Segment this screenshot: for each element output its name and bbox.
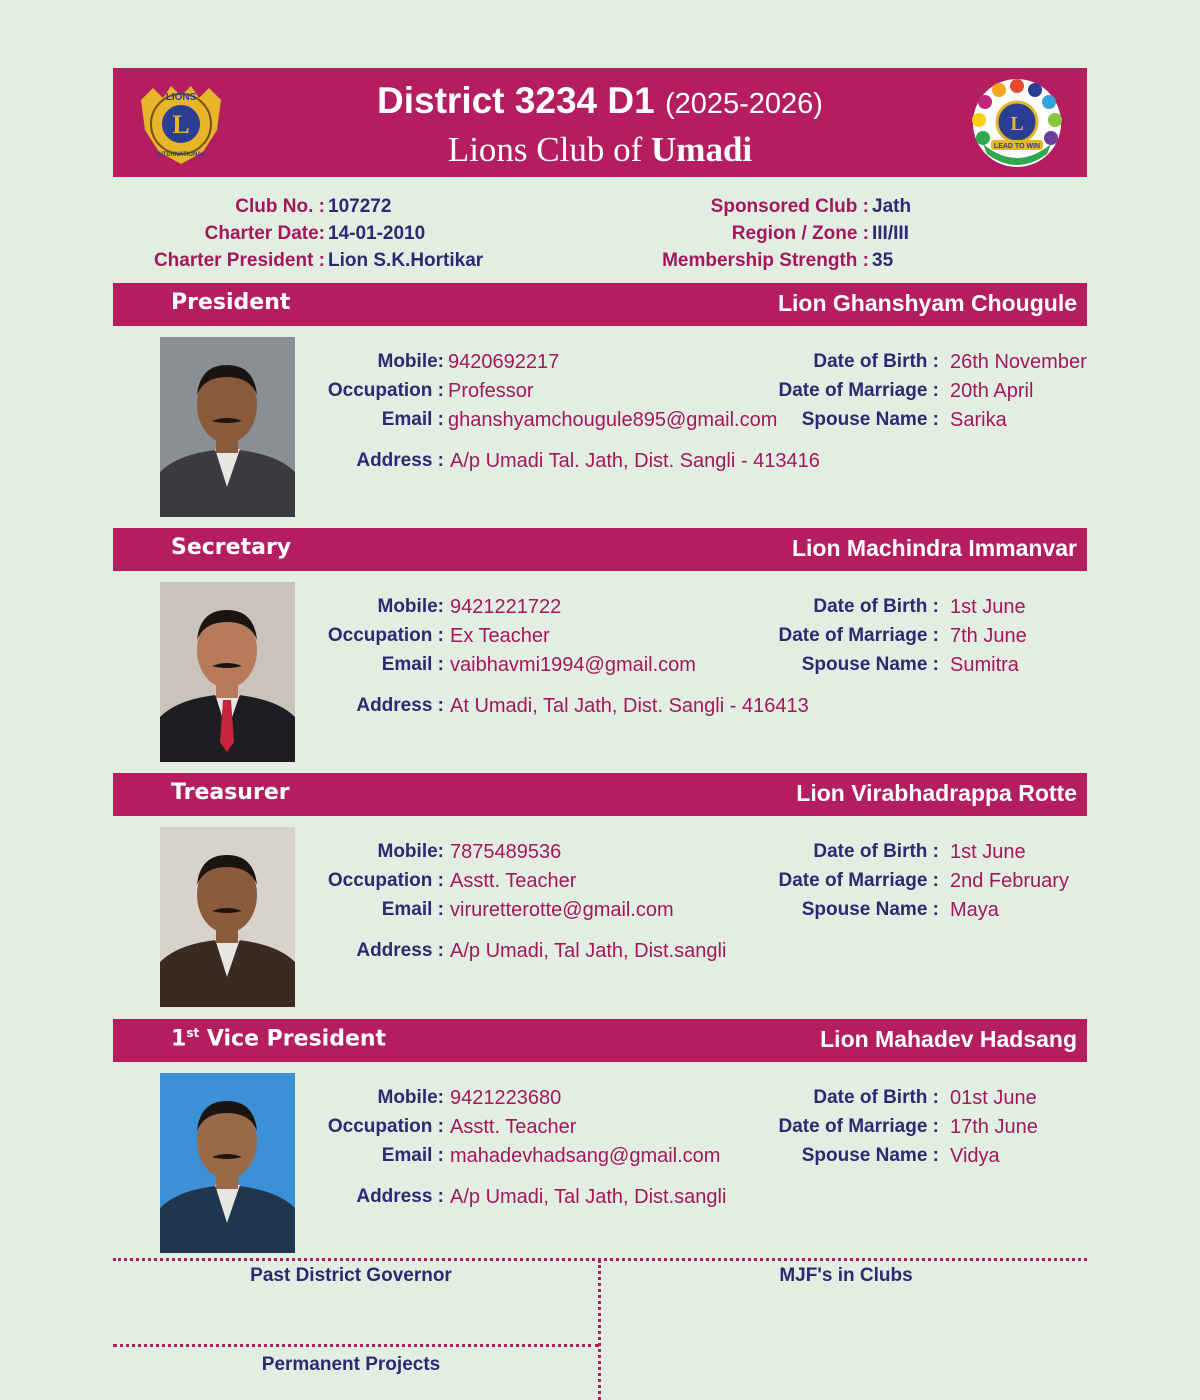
permanent-projects-heading: Permanent Projects xyxy=(261,1354,441,1375)
email-value: ghanshyamchougule895@gmail.com xyxy=(448,409,778,431)
svg-text:LEAD TO WIN: LEAD TO WIN xyxy=(993,143,1041,150)
district-years: (2025-2026) xyxy=(664,88,823,120)
mobile-label: Mobile: xyxy=(377,596,444,617)
footer-divider-vertical xyxy=(598,1260,601,1400)
officer-name: Lion Virabhadrappa Rotte xyxy=(796,780,1077,806)
officer-photo xyxy=(160,582,295,762)
dom-label: Date of Marriage : xyxy=(778,870,939,891)
club-name: Umadi xyxy=(651,130,753,169)
dom-value: 17th June xyxy=(950,1116,1038,1138)
occupation-label: Occupation : xyxy=(327,380,444,401)
mobile-value: 9421223680 xyxy=(450,1087,562,1109)
club-prefix: Lions Club of xyxy=(447,130,643,169)
officer-photo xyxy=(160,827,295,1007)
address-value: A/p Umadi, Tal Jath, Dist.sangli xyxy=(450,1186,727,1208)
email-label: Email : xyxy=(381,1145,444,1166)
email-value: vaibhavmi1994@gmail.com xyxy=(450,654,696,676)
dom-label: Date of Marriage : xyxy=(778,625,939,646)
region-zone-value: III/III xyxy=(872,223,909,244)
role-number: 1 xyxy=(171,1026,187,1052)
officer-role xyxy=(171,1026,386,1051)
club-info xyxy=(0,193,1200,277)
district-name: District 3234 D1 xyxy=(377,80,655,121)
officer-role: Treasurer xyxy=(171,780,290,805)
svg-text:INTERNATIONAL: INTERNATIONAL xyxy=(156,152,206,158)
charter-president-label: Charter President : xyxy=(153,250,325,271)
officer-band xyxy=(113,283,1087,326)
past-district-governor-heading: Past District Governor xyxy=(250,1265,452,1286)
role-title: Vice President xyxy=(206,1026,387,1052)
address-value: A/p Umadi, Tal Jath, Dist.sangli xyxy=(450,940,727,962)
officer-band xyxy=(113,528,1087,571)
region-zone-label: Region / Zone : xyxy=(731,223,869,244)
mobile-value: 7875489536 xyxy=(450,841,562,863)
svg-text:L: L xyxy=(172,110,190,139)
email-label: Email : xyxy=(381,654,444,675)
address-label: Address : xyxy=(356,450,444,471)
dob-label: Date of Birth : xyxy=(813,351,939,372)
dob-value: 01st June xyxy=(950,1087,1037,1109)
spouse-value: Sarika xyxy=(950,409,1007,431)
occupation-value: Asstt. Teacher xyxy=(450,870,577,892)
svg-text:LIONS: LIONS xyxy=(165,92,197,103)
dom-value: 20th April xyxy=(950,380,1034,402)
dob-label: Date of Birth : xyxy=(813,841,939,862)
mjf-in-clubs-heading: MJF's in Clubs xyxy=(779,1265,913,1286)
officer-name: Lion Machindra Immanvar xyxy=(791,535,1077,561)
occupation-label: Occupation : xyxy=(327,870,444,891)
sponsored-club-value: Jath xyxy=(872,196,912,217)
spouse-value: Maya xyxy=(950,899,999,921)
spouse-value: Sumitra xyxy=(950,654,1019,676)
mobile-label: Mobile: xyxy=(377,841,444,862)
occupation-value: Asstt. Teacher xyxy=(450,1116,577,1138)
spouse-label: Spouse Name : xyxy=(801,654,939,675)
spouse-label: Spouse Name : xyxy=(801,899,939,920)
district-title xyxy=(113,80,1087,122)
address-label: Address : xyxy=(356,1186,444,1207)
club-no-value: 107272 xyxy=(328,196,392,217)
address-label: Address : xyxy=(356,940,444,961)
dom-value: 2nd February xyxy=(950,870,1069,892)
officer-band xyxy=(113,773,1087,816)
spouse-value: Vidya xyxy=(950,1145,1000,1167)
officer-photo xyxy=(160,1073,295,1253)
address-value: At Umadi, Tal Jath, Dist. Sangli - 416413 xyxy=(450,695,809,717)
charter-date-value: 14-01-2010 xyxy=(328,223,426,244)
occupation-label: Occupation : xyxy=(327,625,444,646)
occupation-label: Occupation : xyxy=(327,1116,444,1137)
occupation-value: Ex Teacher xyxy=(450,625,550,647)
dob-value: 1st June xyxy=(950,841,1026,863)
email-value: mahadevhadsang@gmail.com xyxy=(450,1145,721,1167)
officer-band xyxy=(113,1019,1087,1062)
address-label: Address : xyxy=(356,695,444,716)
dob-label: Date of Birth : xyxy=(813,1087,939,1108)
officer-name: Lion Ghanshyam Chougule xyxy=(777,290,1077,316)
footer-divider-middle xyxy=(113,1344,599,1347)
email-value: viruretterotte@gmail.com xyxy=(450,899,674,921)
address-value: A/p Umadi Tal. Jath, Dist. Sangli - 413416 xyxy=(450,450,820,472)
lead-to-win-logo xyxy=(969,76,1065,170)
header-banner xyxy=(113,68,1087,177)
dom-label: Date of Marriage : xyxy=(778,380,939,401)
membership-label: Membership Strength : xyxy=(662,250,869,271)
email-label: Email : xyxy=(381,409,444,430)
mobile-label: Mobile: xyxy=(377,1087,444,1108)
dob-value: 26th November xyxy=(950,351,1087,373)
club-title xyxy=(113,130,1087,170)
officer-photo xyxy=(160,337,295,517)
membership-value: 35 xyxy=(872,250,894,271)
dom-value: 7th June xyxy=(950,625,1027,647)
club-no-label: Club No. : xyxy=(235,196,325,217)
dob-label: Date of Birth : xyxy=(813,596,939,617)
spouse-label: Spouse Name : xyxy=(801,409,939,430)
dom-label: Date of Marriage : xyxy=(778,1116,939,1137)
officer-role: President xyxy=(171,290,291,315)
charter-date-label: Charter Date: xyxy=(204,223,325,244)
officer-name: Lion Mahadev Hadsang xyxy=(820,1026,1077,1052)
spouse-label: Spouse Name : xyxy=(801,1145,939,1166)
dob-value: 1st June xyxy=(950,596,1026,618)
svg-text:L: L xyxy=(1010,113,1024,135)
mobile-label: Mobile: xyxy=(377,351,444,372)
charter-president-value: Lion S.K.Hortikar xyxy=(328,250,484,271)
role-ordinal: st xyxy=(186,1026,200,1040)
email-label: Email : xyxy=(381,899,444,920)
mobile-value: 9421221722 xyxy=(450,596,562,618)
occupation-value: Professor xyxy=(448,380,534,402)
mobile-value: 9420692217 xyxy=(448,351,560,373)
officer-role: Secretary xyxy=(171,535,292,560)
sponsored-club-label: Sponsored Club : xyxy=(710,196,869,217)
